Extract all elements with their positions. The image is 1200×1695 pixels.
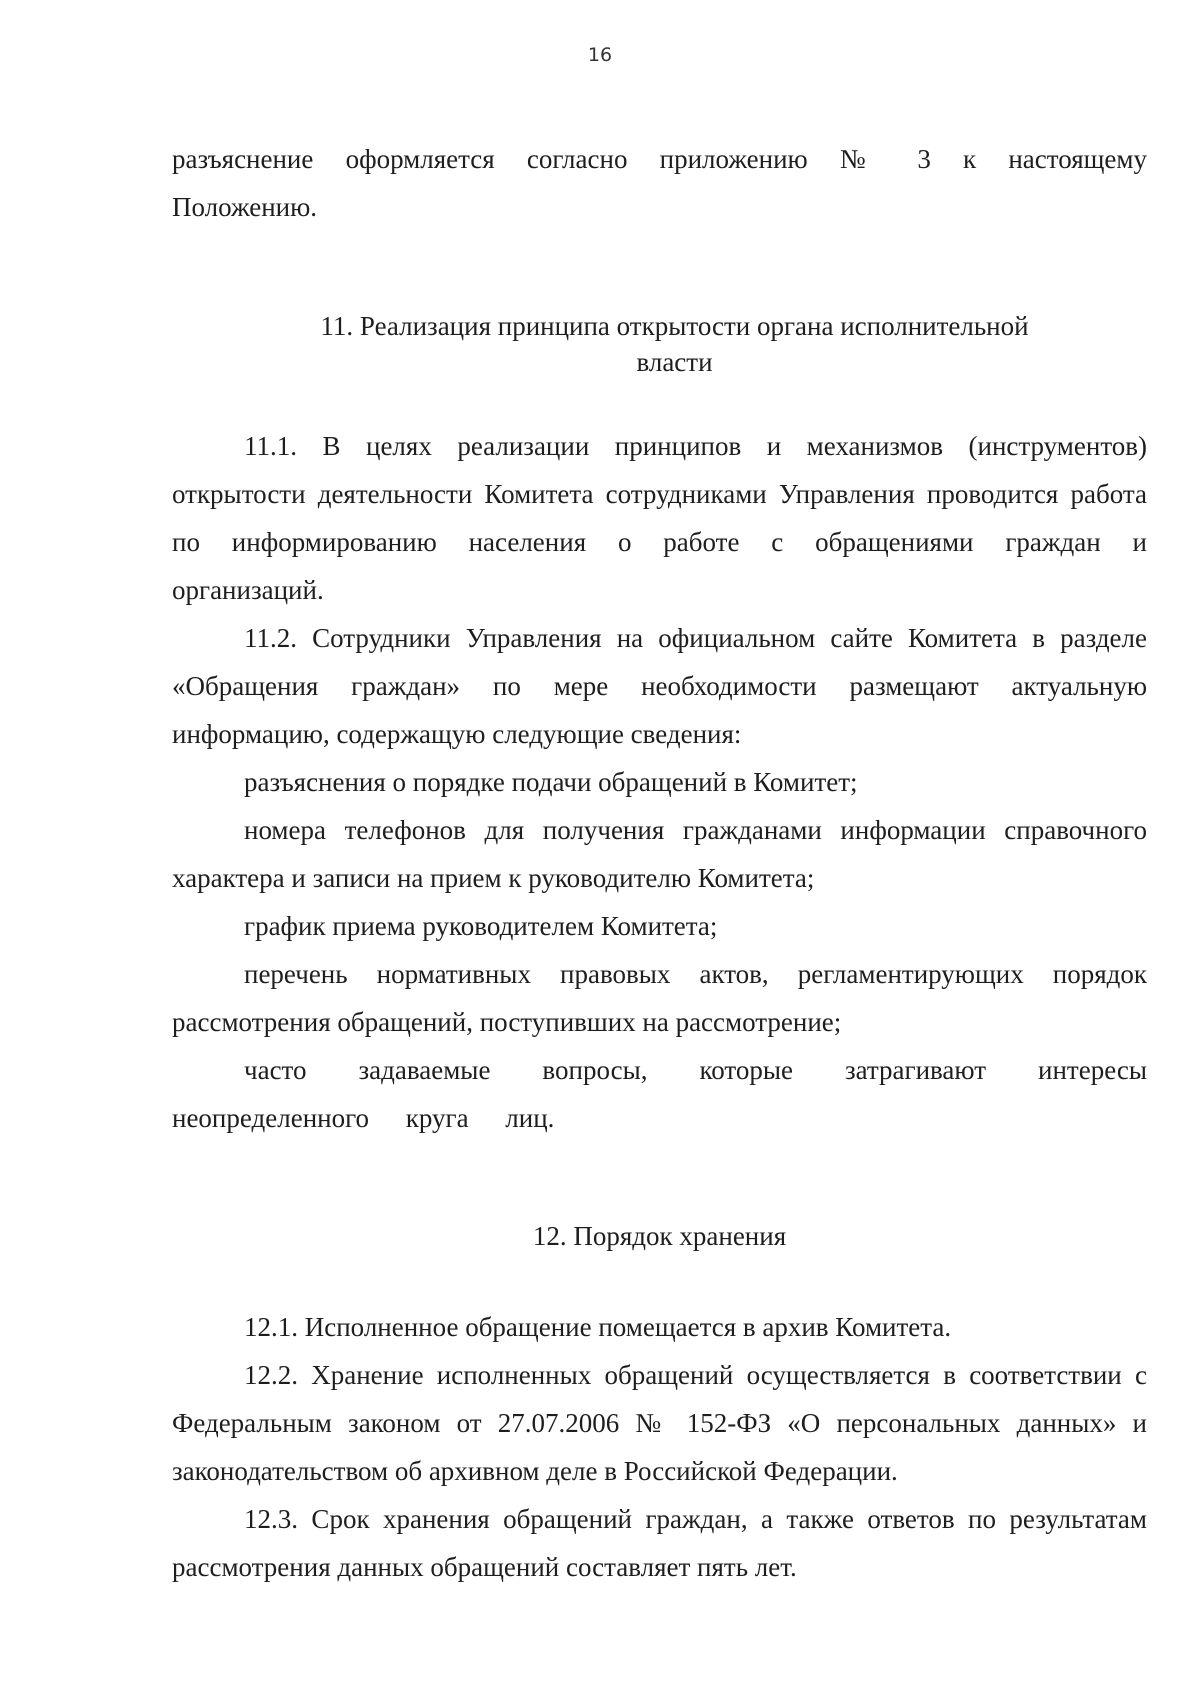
list-item: номера телефонов для получения гражданами информации справочного характера и записи на прием к руководителю Комитета; — [172, 815, 1147, 893]
list-item: график приема руководителем Комитета; — [244, 911, 718, 941]
paragraph-11-2: 11.2. Сотрудники Управления на официальном сайте Комитета в разделе «Обращения граждан» по мере необходимости размещают актуальную информацию, содержащую следующие сведения: — [172, 623, 1147, 749]
list-item: разъяснения о порядке подачи обращений в Комитет; — [244, 767, 858, 797]
section-11-body — [172, 422, 1147, 1142]
section-12-heading-text: 12. Порядок хранения — [532, 1221, 787, 1251]
intro-paragraph — [172, 135, 1147, 231]
section-12-body — [172, 1303, 1147, 1591]
paragraph-11-1: 11.1. В целях реализации принципов и механизмов (инструментов) открытости деятельности Комитета сотрудниками Управления проводится работа по информированию населения о работе с обращениями граждан и организаций. — [172, 431, 1147, 605]
list-item: часто задаваемые вопросы, которые затрагивают интересы неопределенного круга лиц. — [172, 1055, 1147, 1133]
section-11-heading-line-1: 11. Реализация принципа открытости органа исполнительной — [320, 311, 1029, 341]
paragraph-12-2: 12.2. Хранение исполненных обращений осуществляется в соответствии с Федеральным законом от 27.07.2006 № 152-ФЗ «О персональных данных» и законодательством об архивном деле в Российской Федерации. — [172, 1360, 1147, 1486]
paragraph-12-3: 12.3. Срок хранения обращений граждан, а также ответов по результатам рассмотрения данных обращений составляет пять лет. — [172, 1504, 1147, 1582]
intro-line-1: разъяснение оформляется согласно приложению № 3 к настоящему — [172, 144, 1147, 174]
paragraph-12-1: 12.1. Исполненное обращение помещается в архив Комитета. — [244, 1312, 952, 1342]
intro-line-2: Положению. — [172, 192, 318, 222]
section-12-heading — [172, 1218, 1147, 1254]
section-11-heading-line-2: власти — [636, 347, 713, 377]
list-item: перечень нормативных правовых актов, регламентирующих порядок рассмотрения обращений, поступивших на рассмотрение; — [172, 959, 1147, 1037]
page-number: 16 — [587, 44, 613, 66]
section-11-heading — [172, 308, 1147, 380]
